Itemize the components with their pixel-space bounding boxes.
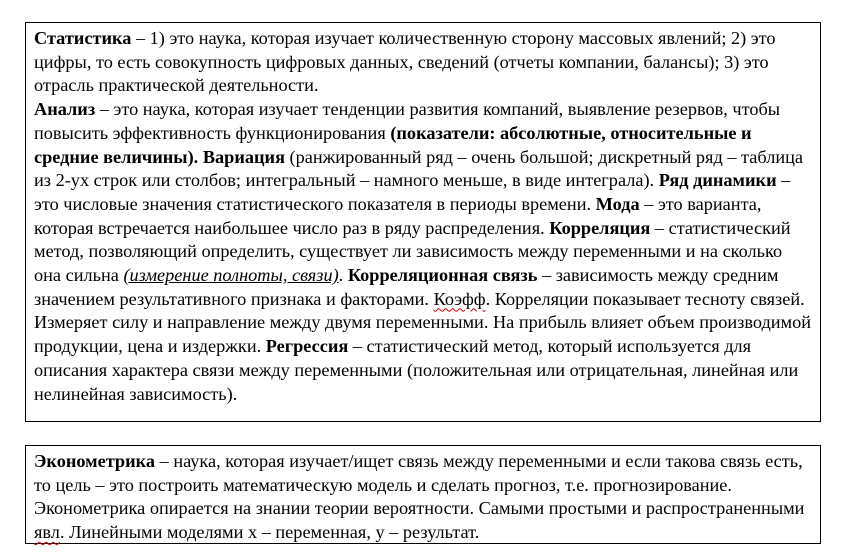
definition-regression: – статистический метод, который используется для описания характера связи между переменными (положительная или отрицательная, линейная или нелинейная зависимость). [34,336,799,404]
definition-correlation: – статистический метод, позволяющий определить, существует ли зависимость между переменными и на сколько она сильна [34,217,791,286]
term-econometrics: Эконометрика [34,451,156,471]
text-box-econometrics [25,445,821,544]
sentence-dot: . [338,265,348,286]
term-mode: Мода [595,193,640,214]
definition-statistics: – 1) это наука, которая изучает количественную сторону массовых явлений; 2) это цифры, то есть совокупность цифровых данных, сведений (отчеты компании, балансы); 3) это отрасль практической деятельности. [34,28,776,96]
term-variation: Вариация [202,146,285,167]
paragraph-econometrics [34,450,812,545]
term-correlation: Корреляция [549,217,651,238]
paragraph-analysis [34,98,812,406]
spellcheck-word-coeff: Коэфф [433,288,486,309]
definition-analysis: – это наука, которая изучает тенденции развития компаний, выявление резервов, чтобы повысить эффективность функционирования [34,99,781,143]
term-time-series: Ряд динамики [658,170,777,191]
correlation-italic-note: (измерение полноты, связи) [123,265,339,286]
definition-correlation-link: – зависимость между средним значением результативного признака и факторами. [34,265,779,309]
definition-econometrics: – наука, которая изучает/ищет связь между переменными и если такова связь есть, то цель – это построить математическую модель и сделать прогноз, т.е. прогнозирование. Эконометрика опирается на знании теории вероятности. Самыми простыми и распространенными [34,451,805,519]
term-correlation-link: Корреляционная связь [347,265,538,286]
spellcheck-word-yavl: явл [34,522,60,543]
indicators-note: (показатели: абсолютные, относительные и средние величины). [34,122,752,167]
definition-variation: (ранжированный ряд – очень большой; дискретный ряд – таблица из 2-ух строк или столбов; интегральный – намного меньше, в виде интеграла). [34,146,804,191]
term-analysis: Анализ [34,99,96,120]
definition-correlation-link-cont: . Корреляции показывает тесноту связей. Измеряет силу и направление между двумя переменными. На прибыль влияет объем производимой продукции, цена и издержки. [34,288,812,357]
text-box-statistics [25,22,821,422]
definition-mode: – это варианта, которая встречается наибольшее число раз в ряду распределения. [34,193,762,238]
definition-econometrics-cont: . Линейными моделями х – переменная, у – результат. [59,522,480,543]
definition-time-series: – это числовые значения статистического показателя в периоды времени. [34,170,791,214]
term-statistics: Статистика [34,28,132,48]
term-regression: Регрессия [265,336,349,357]
paragraph-statistics [34,27,812,98]
